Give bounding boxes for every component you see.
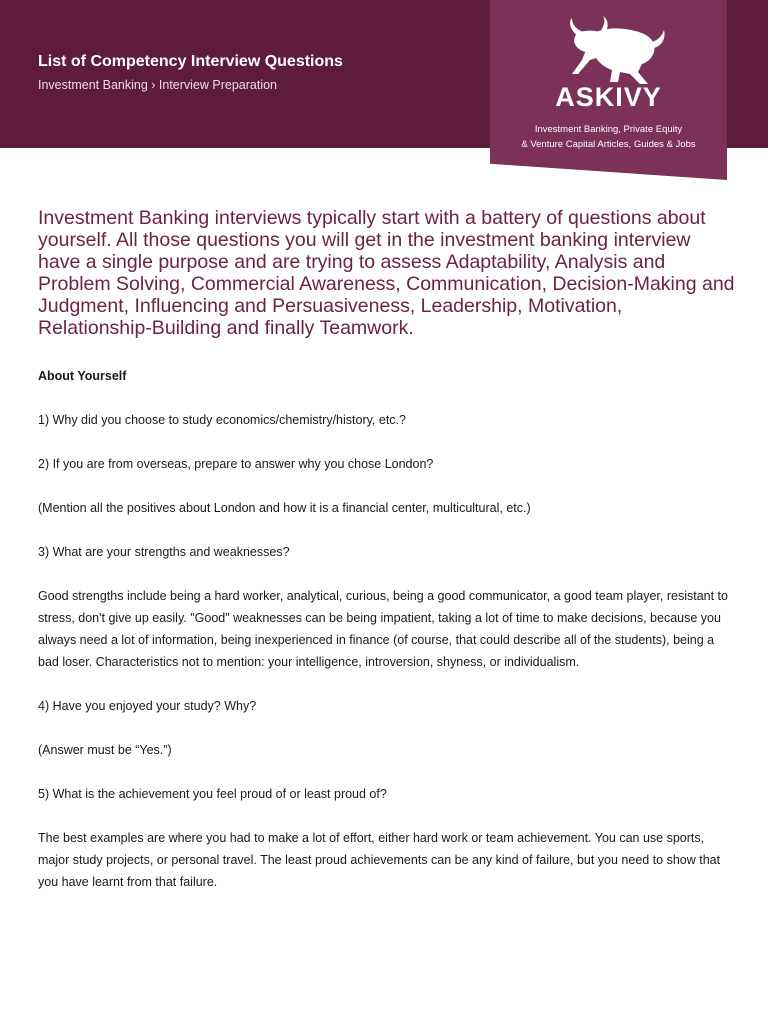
brand-tagline [490,122,727,152]
question-3: 3) What are your strengths and weaknesses? [38,545,290,559]
tagline-line: & Venture Capital Articles, Guides & Jobs [521,139,696,150]
intro-paragraph: Investment Banking interviews typically start with a battery of questions about yourself. All those questions you will get in the investment banking interview have a single purpose and are trying to assess Adaptability, Analysis and Problem Solving, Commercial Awareness, Communication, Decision-Making and Judgment, Influencing and Persuasiveness, Leadership, Motivation, Relationship-Building and finally Teamwork. [38,207,735,339]
brand-name: ASKIVY [555,82,662,112]
bull-icon [556,16,666,86]
question-2-note: (Mention all the positives about London and how it is a financial center, multicultural, etc.) [38,501,531,515]
question-4-note: (Answer must be “Yes.”) [38,743,172,757]
question-5: 5) What is the achievement you feel proud of or least proud of? [38,787,387,801]
question-1: 1) Why did you choose to study economics/chemistry/history, etc.? [38,413,406,427]
question-5-answer: The best examples are where you had to make a lot of effort, either hard work or team achievement. You can use sports, major study projects, or personal travel. The least proud achievements can be any kind of failure, but you need to show that you have learnt from that failure. [38,831,721,889]
question-4: 4) Have you enjoyed your study? Why? [38,699,257,713]
breadcrumb[interactable]: Investment Banking › Interview Preparation [38,78,278,92]
article-body [38,365,730,915]
tagline-line: Investment Banking, Private Equity [534,124,683,135]
question-3-answer: Good strengths include being a hard worker, analytical, curious, being a good communicator, a good team player, resistant to stress, don't give up easily. "Good" weaknesses can be being impatient, taking a lot of time to make decisions, because you always need a lot of information, being inexperienced in finance (of course, that could describe all of the students), being a bad loser. Characteristics not to mention: your intelligence, introversion, shyness, or individualism. [38,589,728,669]
question-2: 2) If you are from overseas, prepare to answer why you chose London? [38,457,434,471]
section-heading: About Yourself [38,369,127,383]
page-title: List of Competency Interview Questions [38,53,343,70]
